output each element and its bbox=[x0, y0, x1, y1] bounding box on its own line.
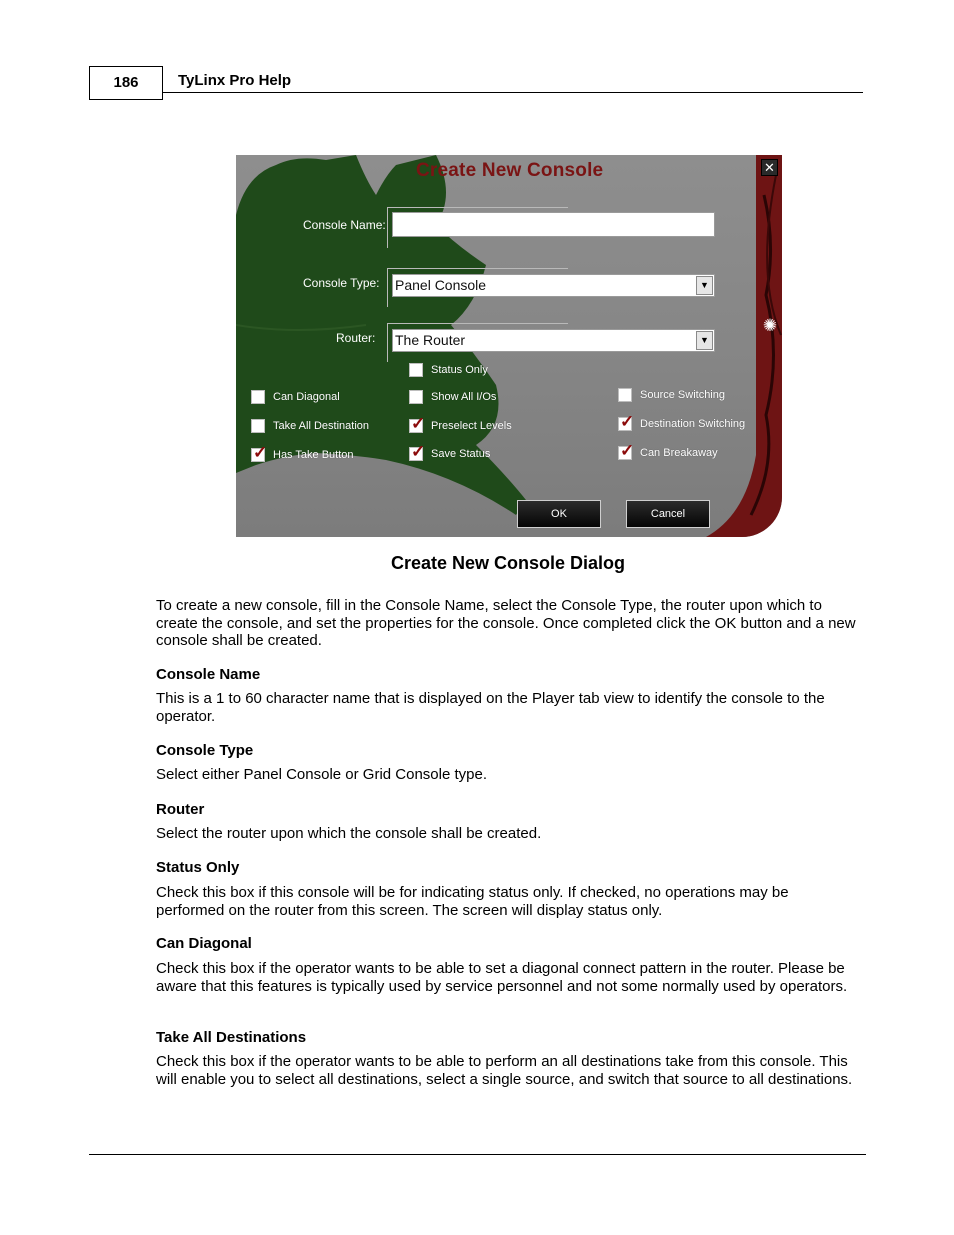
show-all-ios-checkbox[interactable] bbox=[409, 390, 496, 404]
checkbox-label: Show All I/Os bbox=[431, 391, 497, 403]
checkbox-box[interactable] bbox=[409, 363, 423, 377]
intro-paragraph: To create a new console, fill in the Console Name, select the Console Type, the router upon which to create the console, and set the properties for the console. Once completed click the OK button and a new console shall be created. bbox=[156, 597, 856, 649]
check-icon: ✓ bbox=[620, 412, 635, 431]
gear-icon[interactable]: ✺ bbox=[762, 316, 778, 335]
take-all-destination-checkbox[interactable] bbox=[251, 419, 369, 433]
console-type-value: Panel Console bbox=[395, 277, 487, 293]
checkbox-box[interactable] bbox=[618, 388, 632, 402]
router-label: Router: bbox=[336, 331, 376, 345]
chevron-down-icon[interactable]: ▼ bbox=[696, 276, 713, 295]
section-heading: Console Type bbox=[156, 742, 254, 759]
status-only-checkbox[interactable] bbox=[409, 363, 488, 377]
section-body: Select either Panel Console or Grid Console type. bbox=[156, 766, 488, 783]
cancel-button[interactable]: Cancel bbox=[626, 500, 710, 528]
checkbox-label: Take All Destination bbox=[273, 420, 369, 432]
checkbox-box[interactable] bbox=[618, 441, 635, 460]
section-heading: Take All Destinations bbox=[156, 1029, 307, 1046]
header-title: TyLinx Pro Help bbox=[178, 72, 292, 89]
can-diagonal-checkbox[interactable] bbox=[251, 390, 340, 404]
section-heading: Router bbox=[156, 801, 205, 818]
save-status-checkbox[interactable] bbox=[409, 442, 491, 461]
header-rule bbox=[163, 92, 863, 93]
checkbox-box[interactable] bbox=[251, 390, 265, 404]
section-heading: Console Name bbox=[156, 666, 261, 683]
check-icon: ✓ bbox=[411, 414, 426, 433]
checkbox-box[interactable] bbox=[251, 443, 268, 462]
checkbox-label: Source Switching bbox=[640, 389, 725, 401]
checkbox-box[interactable] bbox=[409, 442, 426, 461]
section-body: Check this box if the operator wants to be able to perform an all destinations take from this console. This will enable you to select all destinations, select a single source, and switch that source to all destinations. bbox=[156, 1053, 853, 1088]
checkbox-label: Has Take Button bbox=[273, 449, 354, 461]
console-type-select[interactable] bbox=[392, 274, 715, 297]
section-body: Select the router upon which the console shall be created. bbox=[156, 825, 542, 842]
checkbox-label: Preselect Levels bbox=[431, 420, 512, 432]
has-take-button-checkbox[interactable] bbox=[251, 443, 354, 462]
router-value: The Router bbox=[395, 332, 466, 348]
section-body: Check this box if this console will be for indicating status only. If checked, no operations may be performed on the router from this screen. The screen will display status only. bbox=[156, 884, 789, 919]
footer-rule bbox=[89, 1154, 866, 1155]
can-breakaway-checkbox[interactable] bbox=[618, 441, 718, 460]
section-body: Check this box if the operator wants to be able to set a diagonal connect pattern in the router. Please be aware that this features is typically used by service personnel and not some normally used by operators. bbox=[156, 960, 848, 995]
checkbox-label: Destination Switching bbox=[640, 418, 746, 430]
section-heading: Can Diagonal bbox=[156, 935, 252, 952]
checkbox-box[interactable] bbox=[409, 390, 423, 404]
check-icon: ✓ bbox=[620, 441, 635, 460]
checkbox-label: Status Only bbox=[431, 364, 488, 376]
source-switching-checkbox[interactable] bbox=[618, 388, 725, 402]
page-number: 186 bbox=[89, 66, 163, 100]
checkbox-label: Can Breakaway bbox=[640, 447, 718, 459]
checkbox-label: Can Diagonal bbox=[273, 391, 340, 403]
console-type-label: Console Type: bbox=[303, 276, 380, 290]
close-icon[interactable]: ✕ bbox=[761, 159, 778, 176]
section-heading: Status Only bbox=[156, 859, 240, 876]
check-icon: ✓ bbox=[253, 443, 268, 462]
router-select[interactable] bbox=[392, 329, 715, 352]
dialog-title: Create New Console bbox=[416, 160, 604, 181]
checkbox-box[interactable] bbox=[409, 414, 426, 433]
checkbox-box[interactable] bbox=[618, 412, 635, 431]
check-icon: ✓ bbox=[411, 442, 426, 461]
console-name-label: Console Name: bbox=[303, 218, 386, 232]
create-console-dialog bbox=[236, 155, 782, 537]
preselect-levels-checkbox[interactable] bbox=[409, 414, 512, 433]
chevron-down-icon[interactable]: ▼ bbox=[696, 331, 713, 350]
destination-switching-checkbox[interactable] bbox=[618, 412, 746, 431]
figure-caption: Create New Console Dialog bbox=[390, 553, 626, 573]
checkbox-box[interactable] bbox=[251, 419, 265, 433]
checkbox-label: Save Status bbox=[431, 448, 491, 460]
section-body: This is a 1 to 60 character name that is displayed on the Player tab view to identify the console to the operator. bbox=[156, 690, 825, 725]
console-name-input[interactable] bbox=[392, 212, 715, 237]
ok-button[interactable]: OK bbox=[517, 500, 601, 528]
